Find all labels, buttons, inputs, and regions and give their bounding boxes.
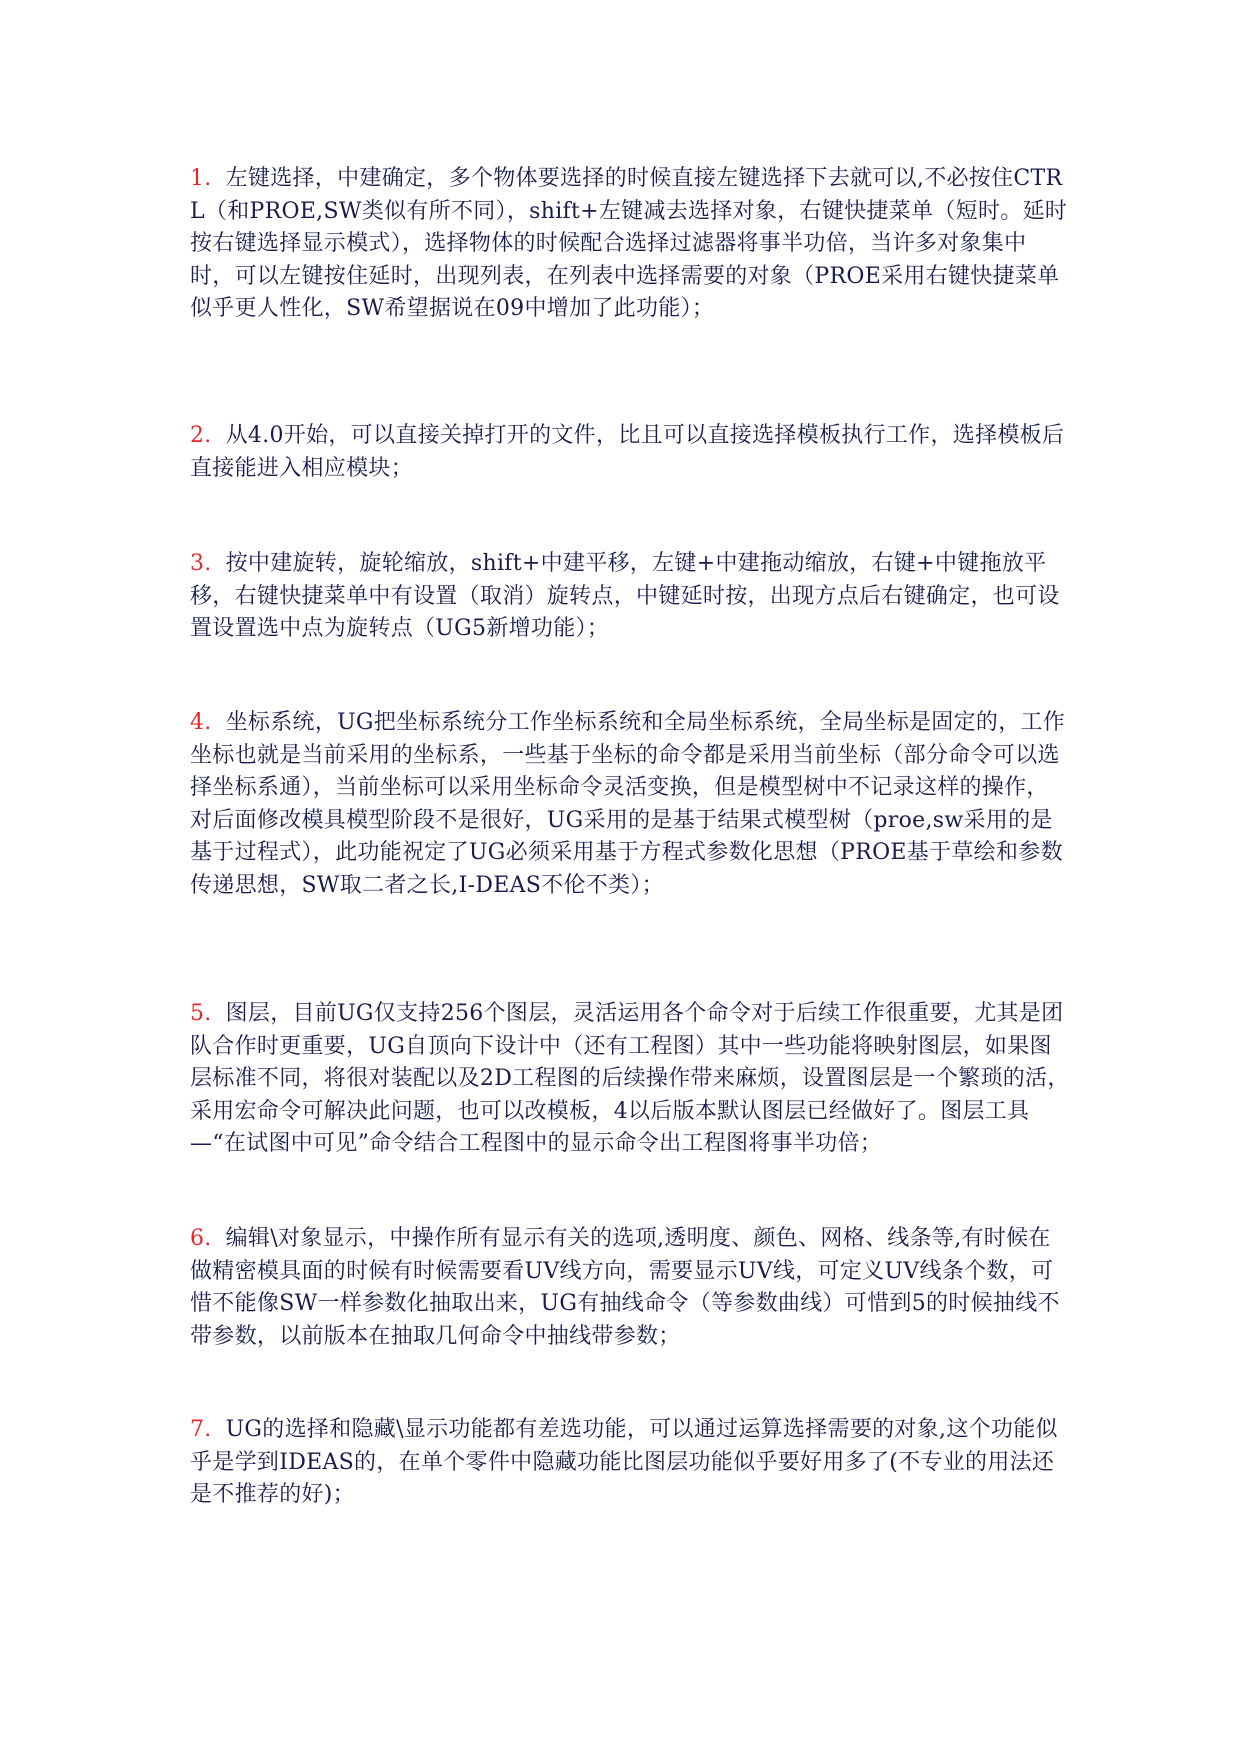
paragraph-1 [190,163,1070,326]
paragraph-number: 1. [190,166,212,191]
paragraph-number: 5. [190,1001,212,1026]
paragraph-number: 6. [190,1226,212,1251]
paragraph-text: 编辑\对象显示，中操作所有显示有关的选项,透明度、颜色、网格、线条等,有时候在做精密模具面的时候有时候需要看UV线方向，需要显示UV线，可定义UV线条个数，可惜不能像SW一样参数化抽取出来，UG有抽线命令（等参数曲线）可惜到5的时候抽线不带参数，以前版本在抽取几何命令中抽线带参数； [190,1226,1060,1349]
paragraph-text: 图层，目前UG仅支持256个图层，灵活运用各个命令对于后续工作很重要，尤其是团队合作时更重要，UG自顶向下设计中（还有工程图）其中一些功能将映射图层，如果图层标准不同，将很对装配以及2D工程图的后续操作带来麻烦，设置图层是一个繁琐的活，采用宏命令可解决此问题，也可以改模板，4以后版本默认图层已经做好了。图层工具—“在试图中可见”命令结合工程图中的显示命令出工程图将事半功倍； [190,1001,1070,1156]
paragraph-2 [190,420,1070,485]
paragraph-text: 从4.0开始，可以直接关掉打开的文件，比且可以直接选择模板执行工作，选择模板后直接能进入相应模块； [190,423,1065,481]
paragraph-number: 3. [190,551,212,576]
paragraph-number: 7. [190,1417,212,1442]
paragraph-text: 左键选择，中建确定，多个物体要选择的时候直接左键选择下去就可以,不必按住CTRL（和PROE,SW类似有所不同），shift+左键减去选择对象，右键快捷菜单（短时。延时按右键选择显示模式），选择物体的时候配合选择过滤器将事半功倍，当许多对象集中时，可以左键按住延时，出现列表，在列表中选择需要的对象（PROE采用右键快捷菜单似乎更人性化，SW希望据说在09中增加了此功能）； [190,166,1068,321]
paragraph-number: 2. [190,423,212,448]
paragraph-6 [190,1223,1070,1353]
paragraph-text: 坐标系统，UG把坐标系统分工作坐标系统和全局坐标系统，全局坐标是固定的，工作坐标也就是当前采用的坐标系，一些基于坐标的命令都是采用当前坐标（部分命令可以选择坐标系通），当前坐标可以采用坐标命令灵活变换，但是模型树中不记录这样的操作，对后面修改模具模型阶段不是很好，UG采用的是基于结果式模型树（proe,sw采用的是基于过程式），此功能祝定了UG必须采用基于方程式参数化思想（PROE基于草绘和参数传递思想，SW取二者之长,I-DEAS不伦不类）； [190,710,1066,898]
paragraph-text: 按中建旋转，旋轮缩放，shift+中建平移，左键+中建拖动缩放，右键+中键拖放平移，右键快捷菜单中有设置（取消）旋转点，中键延时按，出现方点后右键确定，也可设置设置选中点为旋转点（UG5新增功能）； [190,551,1060,641]
paragraph-5 [190,998,1070,1161]
paragraph-7 [190,1414,1070,1512]
paragraph-text: UG的选择和隐藏\显示功能都有差选功能，可以通过运算选择需要的对象,这个功能似乎是学到IDEAS的，在单个零件中隐藏功能比图层功能似乎要好用多了(不专业的用法还是不推荐的好)； [190,1417,1058,1507]
paragraph-4 [190,707,1070,902]
paragraph-number: 4. [190,710,212,735]
paragraph-3 [190,548,1070,646]
